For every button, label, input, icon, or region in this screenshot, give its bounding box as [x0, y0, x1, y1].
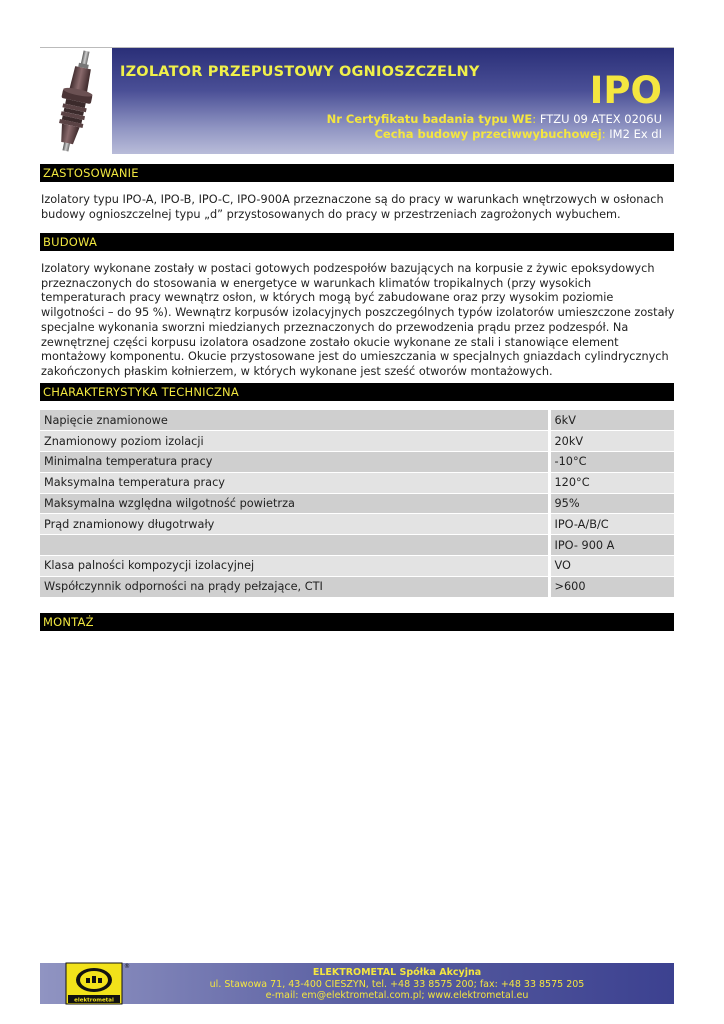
spec-value: VO [549, 556, 674, 577]
spec-value: IPO- 900 A [549, 535, 674, 556]
company-address: ul. Stawowa 71, 43-400 CIESZYN, tel. +48 33 8575 200; fax: +48 33 8575 205 [209, 978, 585, 990]
spec-label [40, 535, 549, 556]
spec-label: Klasa palności kompozycji izolacyjnej [40, 556, 549, 577]
spec-value: >600 [549, 576, 674, 597]
spec-value: 95% [549, 493, 674, 514]
spec-value: 6kV [549, 410, 674, 431]
table-row [40, 472, 674, 493]
protection-mark-line: Cecha budowy przeciwwybuchowej: IM2 Ex dI [374, 127, 662, 141]
section-title: ZASTOSOWANIE [43, 166, 139, 180]
certificate-info [327, 112, 662, 142]
table-row [40, 556, 674, 577]
company-contact: e-mail: em@elektrometal.com.pl; www.elektrometal.eu [265, 990, 529, 1001]
protection-mark-value: IM2 Ex dI [609, 127, 662, 141]
spec-value: 20kV [549, 431, 674, 452]
section-header-zastosowanie [40, 164, 674, 182]
table-row [40, 431, 674, 452]
svg-text:elektrometal: elektrometal [74, 997, 114, 1004]
table-row [40, 452, 674, 473]
insulator-photo [40, 48, 112, 154]
spec-value: IPO-A/B/C [549, 514, 674, 535]
footer [40, 963, 674, 1004]
svg-text:®: ® [124, 963, 130, 970]
technical-specs-table [40, 410, 674, 598]
table-row [40, 410, 674, 431]
certificate-label: Nr Certyfikatu badania typu WE [326, 112, 533, 126]
table-row [40, 493, 674, 514]
section-header-charakterystyka [40, 383, 674, 401]
company-name: ELEKTROMETAL Spółka Akcyjna [312, 967, 482, 978]
spec-value: -10°C [549, 452, 674, 473]
spec-label: Współczynnik odporności na prądy pełzające, CTI [40, 576, 549, 597]
section-header-budowa [40, 233, 674, 251]
elektrometal-logo [66, 963, 130, 1004]
header-band [112, 48, 674, 154]
section-header-montaz [40, 613, 674, 631]
spec-label: Maksymalna temperatura pracy [40, 472, 549, 493]
protection-mark-label: Cecha budowy przeciwwybuchowej [374, 127, 602, 141]
product-code: IPO [589, 69, 662, 112]
section-title: CHARAKTERYSTYKA TECHNICZNA [43, 385, 239, 399]
spec-value: 120°C [549, 472, 674, 493]
budowa-text: Izolatory wykonane zostały w postaci gotowych podzespołów bazujących na korpusie z żywic epoksydowych przeznaczonych do stosowania w energetyce w warunkach klimatów tropikalnych (przy wysokich temperaturach pracy wewnątrz osłon, w których mogą być zabudowane oraz przy wysokim poziomie wilgotności – do 95 %). Wewnątrz korpusów izolacyjnych poszczególnych typów izolatorów umieszczone zostały specjalne wykonania sworzni miedzianych przeznaczonych do przewodzenia prądu przez podzespół. Na zewnętrznej części korpusu izolatora osadzone zostało okucie wykonane ze stali i stanowiące element montażowy komponentu. Okucie przystosowane jest do umieszczania w specjalnych gniazdach cylindrycznych zakończonych płaskim kołnierzem, w których wykonane jest sześć otworów montażowych. [41, 262, 675, 378]
table-row [40, 576, 674, 597]
zastosowanie-text: Izolatory typu IPO-A, IPO-B, IPO-C, IPO-900A przeznaczone są do pracy w warunkach wnętrzowych w osłonach budowy ognioszczelnej typu „d” przystosowanych do pracy w przestrzeniach zagrożonych wybuchem. [41, 193, 664, 221]
table-row [40, 514, 674, 535]
footer-contact [120, 967, 674, 1002]
spec-label: Maksymalna względna wilgotność powietrza [40, 493, 549, 514]
product-header [40, 48, 674, 154]
spec-label: Znamionowy poziom izolacji [40, 431, 549, 452]
table-row [40, 535, 674, 556]
spec-label: Minimalna temperatura pracy [40, 452, 549, 473]
section-title: BUDOWA [43, 235, 98, 249]
spec-label: Napięcie znamionowe [40, 410, 549, 431]
certificate-line: Nr Certyfikatu badania typu WE: FTZU 09 ATEX 0206U [326, 112, 662, 126]
product-title: IZOLATOR PRZEPUSTOWY OGNIOSZCZELNY [120, 64, 480, 80]
spec-label: Prąd znamionowy długotrwały [40, 514, 549, 535]
certificate-value: FTZU 09 ATEX 0206U [539, 112, 662, 126]
section-title: MONTAŻ [43, 615, 94, 629]
